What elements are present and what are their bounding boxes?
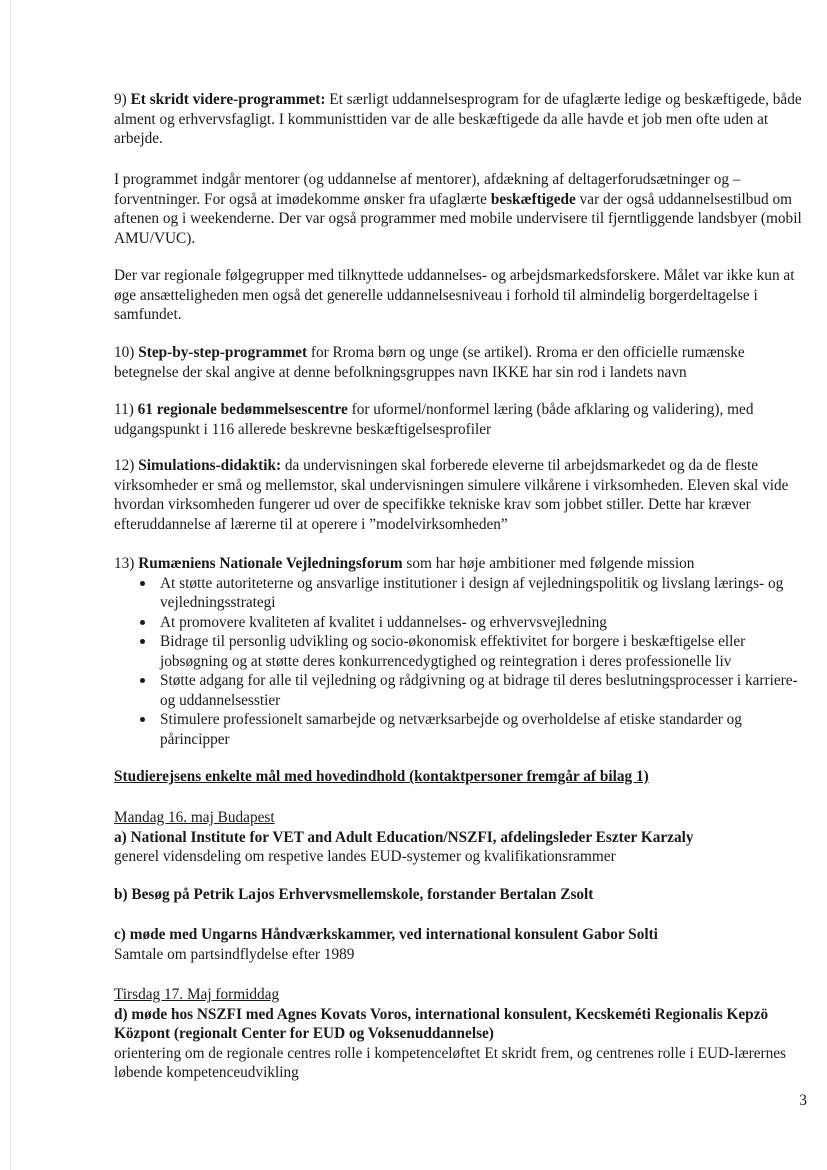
item-9-title: Et skridt videre-programmet: [130, 91, 326, 108]
monday-item-b [114, 885, 804, 905]
item-13-title: Rumæniens Nationale Vejledningsforum [138, 555, 403, 572]
monday-section [114, 808, 804, 867]
monday-item-c [114, 925, 804, 964]
monday-item-c-title: c) møde med Ungarns Håndværkskammer, ved international konsulent Gabor Solti [114, 926, 658, 943]
item-9-number: 9) [114, 91, 127, 108]
item-13-intro [114, 554, 804, 574]
tuesday-item-d-title: d) møde hos NSZFI med Agnes Kovats Voros, international konsulent, Kecskeméti Regionalis Kepzö Központ (regionalt Center for EUD og Voksenuddannelse) [114, 1005, 769, 1042]
bullet-icon [140, 678, 145, 683]
monday-item-a-title: a) National Institute for VET and Adult Education/NSZFI, afdelingsleder Eszter Karzaly [114, 828, 694, 846]
item-9-text: Et særligt uddannelsesprogram for de ufaglærte ledige og beskæftigede, både alment og erhvervsfagligt. I kommunisttiden var de alle beskæftigede da alle havde et job men ofte uden at arbejde. [114, 91, 802, 147]
item-9 [114, 90, 804, 149]
item-13-bullet-list [114, 574, 804, 750]
regional-section [114, 266, 804, 325]
list-item [114, 671, 804, 710]
tuesday-item-d-text: orientering om de regionale centres rolle i kompetenceløftet Et skridt frem, og centrenes rolle i EUD-lærernes løbende kompetenceudvikling [114, 1044, 786, 1081]
item-10-text: for Rroma børn og unge (se artikel). Rroma er den officielle rumænske betegnelse der skal angive at denne befolkningsgruppes navn IKKE har sin rod i landets navn [114, 344, 745, 381]
regional-paragraph: Der var regionale følgegrupper med tilknyttede uddannelses- og arbejdsmarkedsforskere. Målet var ikke kun at øge ansætteligheden men også det generelle uddannelsesniveau i forhold til almindelig borgerdeltagelse i samfundet. [114, 267, 795, 323]
item-12-paragraph [114, 456, 804, 534]
mentor-bold-word: beskæftigede [490, 190, 576, 208]
tuesday-section [114, 985, 804, 1083]
monday-item-b-title: b) Besøg på Petrik Lajos Erhvervsmellemskole, forstander Bertalan Zsolt [114, 886, 594, 903]
item-11 [114, 400, 804, 439]
mentor-section [114, 170, 804, 248]
list-item [114, 574, 804, 613]
item-12-text: da undervisningen skal forberede eleverne til arbejdsmarkedet og da de fleste virksomheder er små og mellemstor, skal undervisningen simulere vilkårene i virksomheden. Eleven skal vide hvordan virksomheden fungerer ud over de specifikke tekniske krav som jobbet stiller. Dette har kræver efteruddannelse af lærerne til at operere i ”modelvirksomheden” [114, 457, 789, 533]
item-10 [114, 343, 804, 382]
item-13-number: 13) [114, 555, 135, 572]
monday-day-heading: Mandag 16. maj Budapest [114, 809, 275, 826]
bullet-icon [140, 620, 145, 625]
item-11-number: 11) [114, 401, 134, 418]
page-number: 3 [799, 1092, 807, 1109]
mentor-text-a: I programmet indgår mentorer (og uddannelse af mentorer), afdækning af deltagerforudsætninger og –forventninger. For også at imødekomme ønsker fra ufaglærte [114, 171, 741, 208]
bullet-text: Stimulere professionelt samarbejde og netværksarbejde og overholdelse af etiske standarder og pårincipper [160, 711, 742, 748]
item-9-paragraph [114, 90, 804, 149]
mentor-text-b: var der også uddannelsestilbud om aftenen og i weekenderne. Der var også programmer med mobile undervisere til fjerntliggende landsbyer (mobil AMU/VUC). [114, 190, 802, 247]
bullet-text: Støtte adgang for alle til vejledning og rådgivning og at bidrage til deres beslutningsprocesser i karriere- og uddannelsesstier [160, 672, 798, 709]
bullet-text: Bidrage til personlig udvikling og socio-økonomisk effektivitet for borgere i beskæftigelse eller jobsøgning og at støtte deres konkurrencedygtighed og reintegration i deres professionelle liv [160, 633, 746, 670]
scan-edge-line [10, 0, 11, 1170]
section-heading-block [114, 767, 804, 787]
item-13-text: som har høje ambitioner med følgende mission [402, 555, 695, 572]
item-13 [114, 554, 804, 749]
bullet-icon [140, 581, 145, 586]
list-item [114, 613, 804, 633]
item-10-title: Step-by-step-programmet [138, 344, 308, 361]
item-12-title: Simulations-didaktik: [138, 457, 282, 474]
item-12-number: 12) [114, 457, 135, 474]
list-item [114, 632, 804, 671]
item-11-text: for uformel/nonformel læring (både afklaring og validering), med udgangspunkt i 116 allerede beskrevne beskæftigelsesprofiler [114, 401, 754, 438]
item-10-number: 10) [114, 344, 135, 361]
bullet-text: At støtte autoriteterne og ansvarlige institutioner i design af vejledningspolitik og livslang lærings- og vejledningsstrategi [160, 574, 784, 611]
mentor-paragraph [114, 170, 804, 248]
bullet-icon [140, 717, 145, 722]
bullet-text: At promovere kvaliteten af kvalitet i uddannelses- og erhvervsvejledning [160, 613, 607, 631]
item-12 [114, 456, 804, 534]
list-item [114, 710, 804, 749]
monday-item-a-text: generel vidensdeling om respetive landes EUD-systemer og kvalifikationsrammer [114, 848, 616, 865]
item-11-paragraph [114, 400, 804, 439]
tuesday-day-heading: Tirsdag 17. Maj formiddag [114, 986, 280, 1003]
section-heading: Studierejsens enkelte mål med hovedindhold (kontaktpersoner fremgår af bilag 1) [114, 768, 649, 785]
bullet-icon [140, 639, 145, 644]
item-10-paragraph [114, 343, 804, 382]
monday-item-c-text: Samtale om partsindflydelse efter 1989 [114, 945, 355, 963]
item-11-title: 61 regionale bedømmelsescentre [137, 401, 348, 418]
